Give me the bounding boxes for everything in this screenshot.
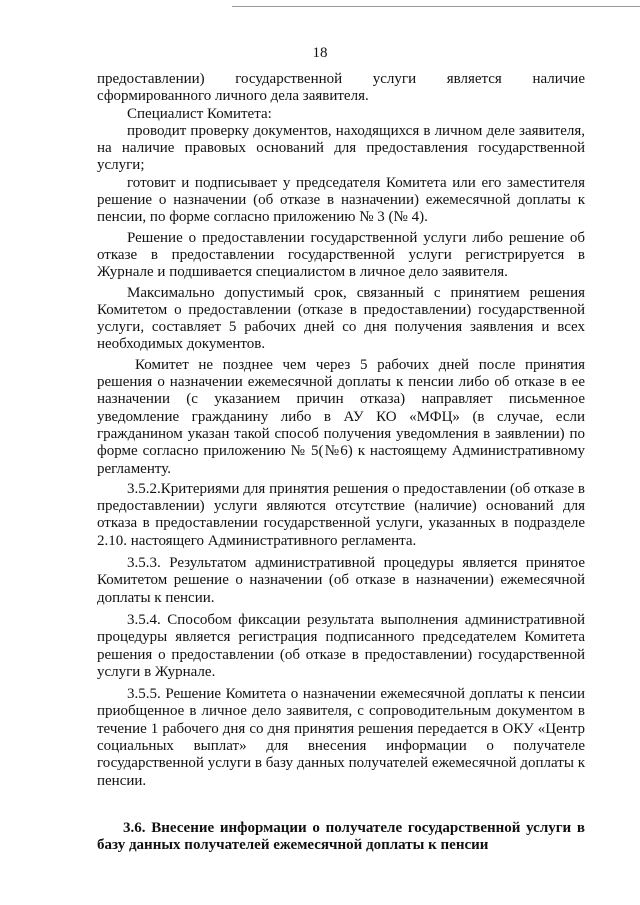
paragraph-max-term: Максимально допустимый срок, связанный с принятием решения Комитетом о предоставлении (отказе в предоставлении) государственной услуги, составляет 5 рабочих дней со дня получения заявления и всех необходимых документов. <box>97 284 585 353</box>
paragraph-decision-registration: Решение о предоставлении государственной услуги либо решение об отказе в предоставлении государственной услуги регистрируется в Журнале и подшивается специалистом в личное дело заявителя. <box>97 229 585 281</box>
paragraph-check-documents: проводит проверку документов, находящихся в личном деле заявителя, на наличие правовых оснований для предоставления государственной услуги; <box>97 122 585 174</box>
paragraph-notification: Комитет не позднее чем через 5 рабочих дней после принятия решения о назначении ежемесячной доплаты к пенсии либо об отказе в ее назначении (с указанием причин отказа) направляет письменное уведомление гражданину либо в АУ КО «МФЦ» (в случае, если гражданином указан такой способ получения уведомления в заявлении) по форме согласно приложению № 5(№6) к настоящему Административному регламенту. <box>97 356 585 477</box>
section-3-6-title: 3.6. Внесение информации о получателе государственной услуги в базу данных получателей ежемесячной доплаты к пенсии <box>97 819 585 854</box>
document-body <box>97 71 585 854</box>
paragraph-prepare-decision: готовит и подписывает у председателя Комитета или его заместителя решение о назначении (об отказе в назначении) ежемесячной доплаты к пенсии, по форме согласно приложению № 3 (№ 4). <box>97 174 585 226</box>
paragraph-3-5-3-result: 3.5.3. Результатом административной процедуры является принятое Комитетом решение о назначении (об отказе в назначении) ежемесячной доплаты к пенсии. <box>97 555 585 606</box>
paragraph-3-5-5-transfer: 3.5.5. Решение Комитета о назначении ежемесячной доплаты к пенсии приобщенное в личное дело заявителя, с сопроводительным документом в течение 1 рабочего дня со дня принятия решения передается в ОКУ «Центр социальных выплат» для внесения информации о получателе государственной услуги в базу данных получателей ежемесячной доплаты к пенсии. <box>97 686 585 789</box>
paragraph-3-5-4-fixation: 3.5.4. Способом фиксации результата выполнения административной процедуры является регистрация подписанного председателем Комитета решения о предоставлении (об отказе в предоставлении) государственной услуги в Журнале. <box>97 611 585 680</box>
page-number: 18 <box>312 45 328 61</box>
top-rule <box>232 6 640 7</box>
paragraph-specialist-heading: Специалист Комитета: <box>127 105 272 122</box>
paragraph-personal-file: предоставлении) государственной услуги является наличие сформированного личного дела заявителя. <box>97 71 585 105</box>
paragraph-3-5-2-criteria: 3.5.2.Критериями для принятия решения о предоставлении (об отказе в предоставлении) услуги являются отсутствие (наличие) оснований для отказа в предоставлении государственной услуги, указанных в подразделе 2.10. настоящего Административного регламента. <box>97 480 585 549</box>
